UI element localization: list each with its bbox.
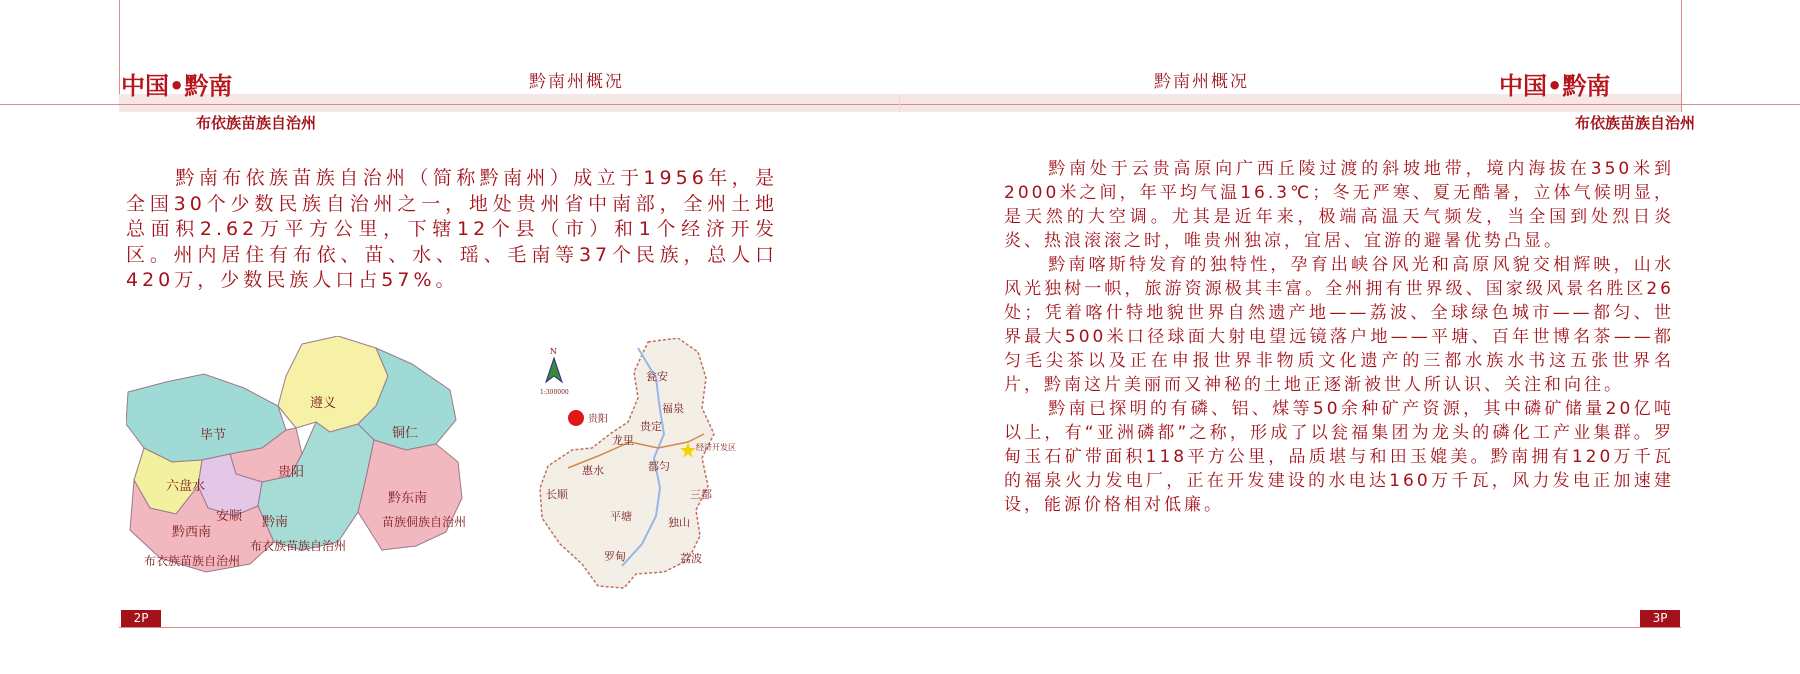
guiyang-label: 贵阳 bbox=[588, 414, 608, 425]
county-libo: 荔波 bbox=[680, 552, 702, 565]
spine-shadow bbox=[899, 94, 900, 112]
map-label-qiannan: 黔南 bbox=[262, 515, 289, 530]
qiannan-county-map bbox=[538, 338, 798, 593]
left-brand-title: 中国•黔南 bbox=[121, 72, 233, 100]
right-section-title: 黔南州概况 bbox=[1154, 72, 1249, 92]
guizhou-province-map bbox=[126, 336, 466, 581]
resources-paragraph: 黔南已探明的有磷、铝、煤等50余种矿产资源，其中磷矿储量20亿吨以上，有“亚洲磷都”之称，形成了以瓮福集团为龙头的磷化工产业集群。罗甸玉石矿带面积118平方公里，品质堪与和田玉媲美。黔南拥有120万千瓦的福泉火力发电厂，正在开发建设的水电达160万千瓦，风力发电正加速建设，能源价格相对低廉。 bbox=[1004, 399, 1674, 515]
county-duyun: 都匀 bbox=[648, 460, 670, 473]
county-luodian: 罗甸 bbox=[604, 550, 626, 563]
map-label-liupanshui: 六盘水 bbox=[166, 479, 206, 494]
scale-label: 1:300000 bbox=[540, 389, 569, 396]
right-body-text bbox=[1004, 157, 1674, 517]
county-fuquan: 福泉 bbox=[662, 402, 684, 415]
county-sandu: 三都 bbox=[690, 488, 712, 501]
right-page-margin-rule bbox=[1681, 0, 1682, 112]
map-label-anshun: 安顺 bbox=[216, 509, 243, 524]
county-pingtang: 平塘 bbox=[610, 510, 632, 523]
qiannan-outline bbox=[540, 338, 714, 588]
county-longli: 龙里 bbox=[612, 434, 634, 447]
header-rule bbox=[0, 104, 1800, 105]
footer-rule bbox=[119, 627, 1681, 628]
guiyang-marker-icon bbox=[568, 410, 584, 426]
left-page-number: 2P bbox=[121, 610, 161, 627]
map-label-bijie: 毕节 bbox=[200, 428, 227, 443]
left-intro-text bbox=[126, 166, 778, 294]
county-changshun: 长顺 bbox=[546, 488, 568, 501]
map-label-qiandongnan-sub: 苗族侗族自治州 bbox=[382, 515, 466, 529]
county-guiding: 贵定 bbox=[640, 420, 662, 433]
north-arrow-label: N bbox=[550, 347, 557, 356]
county-huishui: 惠水 bbox=[582, 464, 604, 477]
header-band bbox=[119, 94, 1681, 112]
map-label-qiandongnan: 黔东南 bbox=[388, 491, 428, 506]
north-arrow-icon bbox=[546, 358, 562, 382]
map-label-qiannan-sub: 布衣族苗族自治州 bbox=[250, 539, 347, 553]
left-section-title: 黔南州概况 bbox=[529, 72, 624, 92]
map-label-qianxinan-sub: 布衣族苗族自治州 bbox=[144, 554, 241, 568]
county-dushan: 独山 bbox=[668, 516, 690, 529]
county-weng-an: 瓮安 bbox=[646, 370, 668, 383]
map-label-guiyang: 贵阳 bbox=[278, 465, 305, 480]
map-label-tongren: 铜仁 bbox=[392, 426, 419, 441]
left-brand-subtitle: 布依族苗族自治州 bbox=[196, 114, 317, 132]
right-brand-subtitle: 布依族苗族自治州 bbox=[1575, 114, 1696, 132]
development-zone-label: 经济开发区 bbox=[696, 443, 736, 452]
climate-paragraph: 黔南处于云贵高原向广西丘陵过渡的斜坡地带，境内海拔在350米到2000米之间，年平均气温16.3℃；冬无严寒、夏无酷暑，立体气候明显，是天然的大空调。尤其是近年来，极端高温天气频发，当全国到处烈日炎炎、热浪滚滚之时，唯贵州独凉，宜居、宜游的避暑优势凸显。 bbox=[1004, 159, 1674, 251]
map-label-zunyi: 遵义 bbox=[310, 396, 337, 411]
map-label-qianxinan: 黔西南 bbox=[172, 525, 212, 540]
right-page-number: 3P bbox=[1640, 610, 1680, 627]
tourism-paragraph: 黔南喀斯特发育的独特性，孕育出峡谷风光和高原风貌交相辉映，山水风光独树一帜，旅游资源极其丰富。全州拥有世界级、国家级风景名胜区26处；凭着喀什特地貌世界自然遗产地——荔波、全球绿色城市——都匀、世界最大500米口径球面大射电望远镜落户地——平塘、百年世博名茶——都匀毛尖茶以及正在申报世界非物质文化遗产的三都水族水书这五张世界名片，黔南这片美丽而又神秘的土地正逐渐被世人所认识、关注和向往。 bbox=[1004, 255, 1674, 395]
right-brand-title: 中国•黔南 bbox=[1499, 72, 1611, 100]
left-intro-paragraph: 黔南布依族苗族自治州（简称黔南州）成立于1956年，是全国30个少数民族自治州之一，地处贵州省中南部，全州土地总面积2.62万平方公里，下辖12个县（市）和1个经济开发区。州内居住有布依、苗、水、瑶、毛南等37个民族，总人口420万，少数民族人口占57%。 bbox=[126, 167, 778, 291]
